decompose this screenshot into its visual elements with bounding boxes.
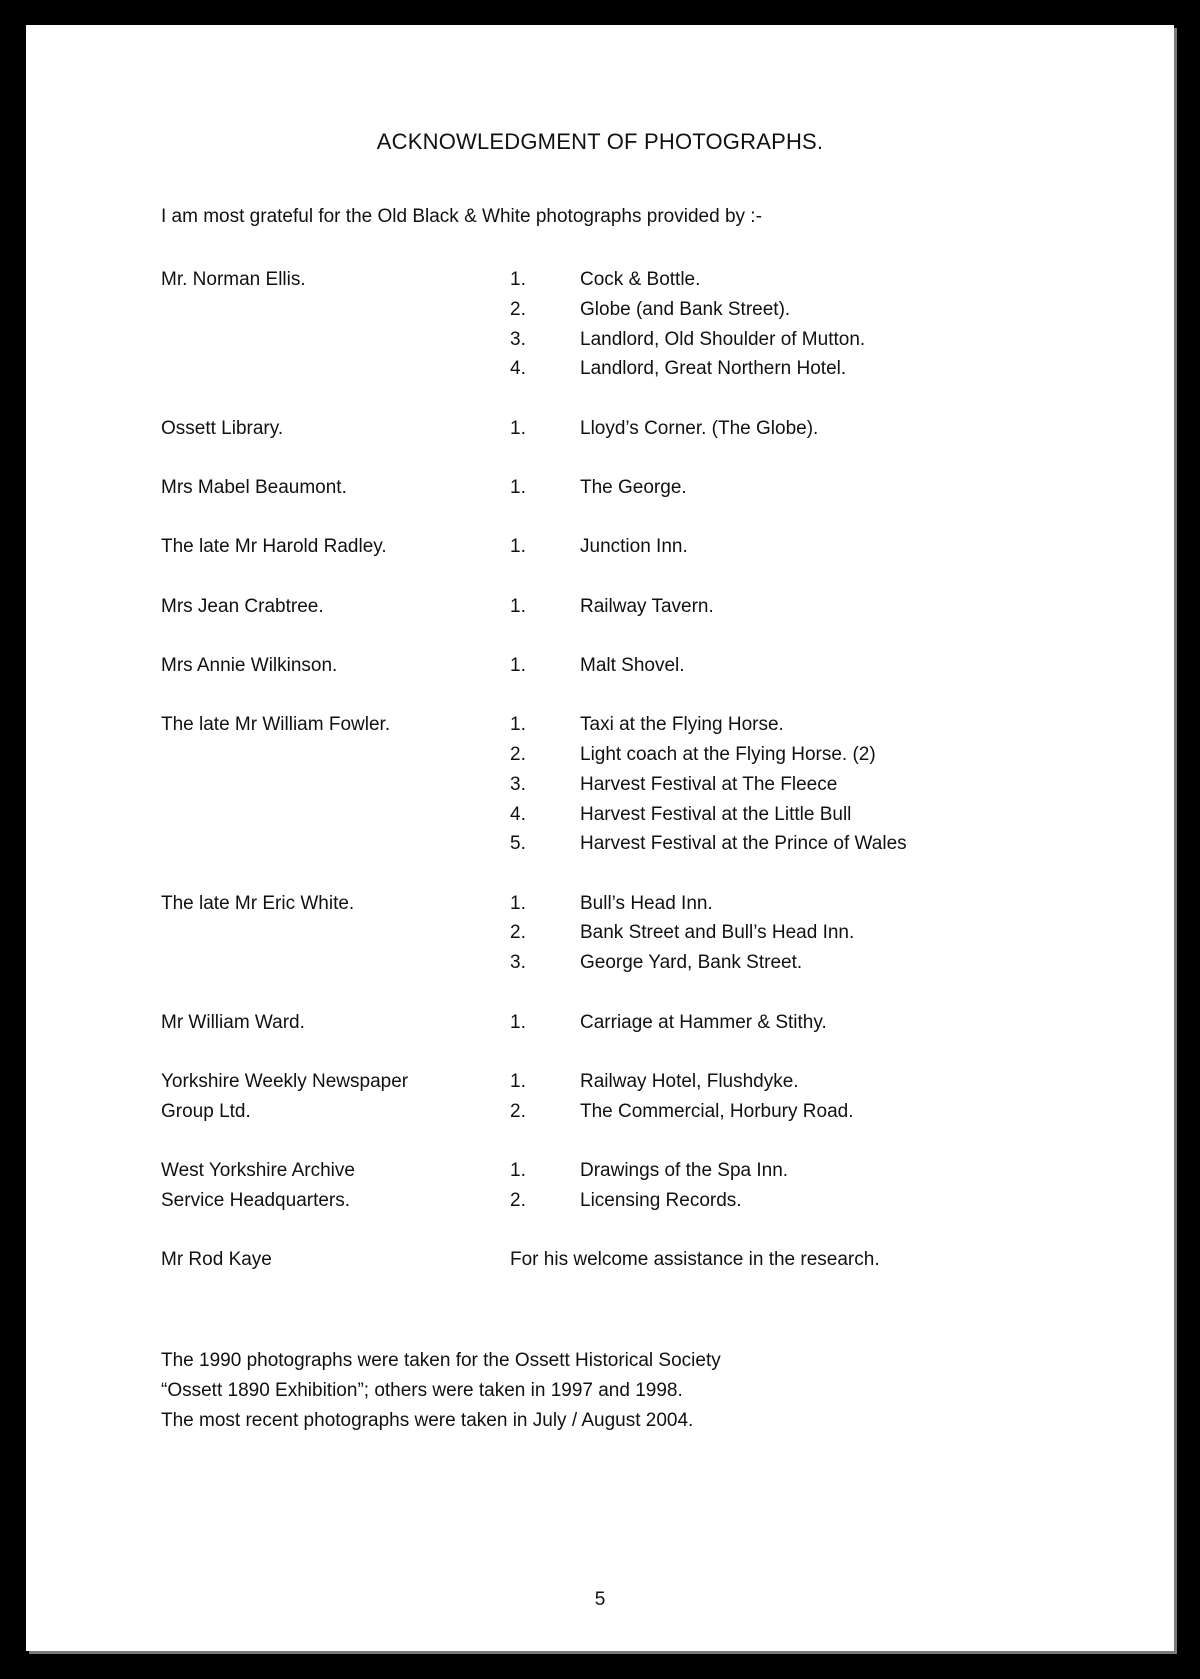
photo-item-number: 1. <box>510 654 526 676</box>
source-name-line: Mr. Norman Ellis. <box>161 269 306 290</box>
acknowledgment-entry <box>161 1067 1061 1127</box>
photo-item-text: Lloyd’s Corner. (The Globe). <box>580 417 819 439</box>
photo-item-number: 1. <box>510 417 526 439</box>
photo-item-number: 3. <box>510 773 526 795</box>
entry-source <box>161 710 510 859</box>
photo-item <box>510 414 1061 444</box>
source-name-line: Group Ltd. <box>161 1100 251 1122</box>
photo-item <box>510 1156 1061 1186</box>
photo-item-text: Harvest Festival at the Prince of Wales <box>580 833 907 855</box>
photo-item-number: 3. <box>510 328 526 350</box>
entry-source <box>161 1067 510 1127</box>
acknowledgment-entry <box>161 1156 1061 1216</box>
photo-item-number: 1. <box>510 1159 526 1181</box>
page-title: ACKNOWLEDGMENT OF PHOTOGRAPHS. <box>376 129 824 154</box>
photo-item <box>510 295 1061 325</box>
photo-item <box>510 948 1061 978</box>
photo-item-text: Landlord, Old Shoulder of Mutton. <box>580 328 866 350</box>
entry-photo-list <box>510 592 1061 622</box>
entry-source <box>161 414 510 444</box>
photo-item-text: Junction Inn. <box>580 536 688 558</box>
photo-item <box>510 889 1061 919</box>
photo-item-number: 2. <box>510 298 526 320</box>
entry-photo-list <box>510 265 1061 384</box>
entry-photo-list <box>510 710 1061 859</box>
entry-photo-list <box>510 1067 1061 1127</box>
intro-text: I am most grateful for the Old Black & White photographs provided by :- <box>161 206 762 227</box>
document-page <box>26 25 1174 1651</box>
photo-item <box>510 265 1061 295</box>
photo-item-number: 1. <box>510 714 526 736</box>
photo-item-number: 1. <box>510 536 526 558</box>
photo-item-text: Carriage at Hammer & Stithy. <box>580 1011 827 1033</box>
photo-item-number: 2. <box>510 1100 526 1122</box>
photo-item <box>510 473 1061 503</box>
source-name-line: The late Mr Harold Radley. <box>161 536 387 558</box>
photo-item-text: Taxi at the Flying Horse. <box>580 714 784 736</box>
note-line: The 1990 photographs were taken for the Ossett Historical Society <box>161 1350 721 1371</box>
acknowledgment-entry <box>161 592 1061 622</box>
acknowledgment-entry <box>161 265 1061 384</box>
photo-item-number: 1. <box>510 892 526 914</box>
source-name-line: The late Mr Eric White. <box>161 892 355 914</box>
source-name-line: The late Mr William Fowler. <box>161 714 391 736</box>
photo-item-number: 1. <box>510 1070 526 1092</box>
photo-item-number: 3. <box>510 952 526 974</box>
photo-item-number: 2. <box>510 922 526 944</box>
photo-item-text: Bank Street and Bull’s Head Inn. <box>580 922 855 944</box>
photo-item-number: 2. <box>510 743 526 765</box>
acknowledgment-entry <box>161 532 1061 562</box>
photo-item <box>510 918 1061 948</box>
photo-item-number: 2. <box>510 1189 526 1211</box>
entry-source <box>161 592 510 622</box>
photo-item-text: Light coach at the Flying Horse. (2) <box>580 743 876 765</box>
acknowledgment-entry <box>161 473 1061 503</box>
source-name-line: Service Headquarters. <box>161 1189 351 1211</box>
photo-item-text: The Commercial, Horbury Road. <box>580 1100 854 1122</box>
photo-item <box>510 770 1061 800</box>
entry-photo-list <box>510 1245 1061 1275</box>
photo-item <box>510 325 1061 355</box>
entry-photo-list <box>510 1156 1061 1216</box>
entry-source <box>161 1008 510 1038</box>
acknowledgment-entry <box>161 414 1061 444</box>
source-name-line: Mr William Ward. <box>161 1011 305 1033</box>
photo-item-text: The George. <box>580 476 687 498</box>
source-name-line: Mrs Annie Wilkinson. <box>161 654 338 676</box>
entry-photo-list <box>510 414 1061 444</box>
photo-item <box>510 592 1061 622</box>
photo-item <box>510 354 1061 384</box>
photo-item-text: Drawings of the Spa Inn. <box>580 1159 789 1181</box>
acknowledgment-entry <box>161 889 1061 978</box>
photo-item <box>510 710 1061 740</box>
photo-item <box>510 1186 1061 1216</box>
photo-item-number: 1. <box>510 595 526 617</box>
entry-source <box>161 473 510 503</box>
page-number: 5 <box>594 1589 606 1610</box>
entry-photo-list <box>510 651 1061 681</box>
photo-item <box>510 1245 1061 1275</box>
photo-item <box>510 800 1061 830</box>
source-name-line: Yorkshire Weekly Newspaper <box>161 1070 409 1092</box>
note-line: The most recent photographs were taken in July / August 2004. <box>161 1409 694 1431</box>
photo-item-number: 1. <box>510 269 526 290</box>
entry-source <box>161 532 510 562</box>
closing-note <box>161 1346 721 1435</box>
photo-item-number: 1. <box>510 476 526 498</box>
photo-item <box>510 1067 1061 1097</box>
photo-item <box>510 1008 1061 1038</box>
source-name-line: Mrs Jean Crabtree. <box>161 595 324 617</box>
entry-source <box>161 651 510 681</box>
acknowledgment-entry <box>161 651 1061 681</box>
photo-item-text: Landlord, Great Northern Hotel. <box>580 358 847 380</box>
photo-item-text: Bull’s Head Inn. <box>580 892 713 914</box>
photo-item <box>510 1097 1061 1127</box>
photo-item-text: Harvest Festival at the Little Bull <box>580 803 852 825</box>
entry-source <box>161 265 510 384</box>
acknowledgment-entry <box>161 1008 1061 1038</box>
photo-item-number: 4. <box>510 803 526 825</box>
photo-item <box>510 651 1061 681</box>
photo-item-text: Railway Hotel, Flushdyke. <box>580 1070 799 1092</box>
entry-photo-list <box>510 1008 1061 1038</box>
photo-item <box>510 829 1061 859</box>
photo-item-text: For his welcome assistance in the research. <box>510 1249 880 1271</box>
source-name-line: West Yorkshire Archive <box>161 1159 355 1181</box>
acknowledgment-entry <box>161 1245 1061 1275</box>
photo-item-text: Malt Shovel. <box>580 654 685 676</box>
photo-item-number: 4. <box>510 358 526 380</box>
photo-item-text: Cock & Bottle. <box>580 269 701 290</box>
entry-source <box>161 1156 510 1216</box>
entry-photo-list <box>510 889 1061 978</box>
entry-photo-list <box>510 473 1061 503</box>
source-name-line: Mr Rod Kaye <box>161 1249 272 1271</box>
entry-photo-list <box>510 532 1061 562</box>
photo-item-number: 5. <box>510 833 526 855</box>
photo-item-text: Railway Tavern. <box>580 595 714 617</box>
photo-item-text: Licensing Records. <box>580 1189 742 1211</box>
photo-item-text: Globe (and Bank Street). <box>580 298 791 320</box>
photo-item-text: Harvest Festival at The Fleece <box>580 773 838 795</box>
entry-source <box>161 889 510 978</box>
photo-item-text: George Yard, Bank Street. <box>580 952 803 974</box>
photo-item-number: 1. <box>510 1011 526 1033</box>
photo-item <box>510 740 1061 770</box>
note-line: “Ossett 1890 Exhibition”; others were taken in 1997 and 1998. <box>161 1379 683 1401</box>
acknowledgment-list <box>161 265 1061 1304</box>
source-name-line: Mrs Mabel Beaumont. <box>161 476 347 498</box>
source-name-line: Ossett Library. <box>161 417 284 439</box>
acknowledgment-entry <box>161 710 1061 859</box>
photo-item <box>510 532 1061 562</box>
entry-source <box>161 1245 510 1275</box>
